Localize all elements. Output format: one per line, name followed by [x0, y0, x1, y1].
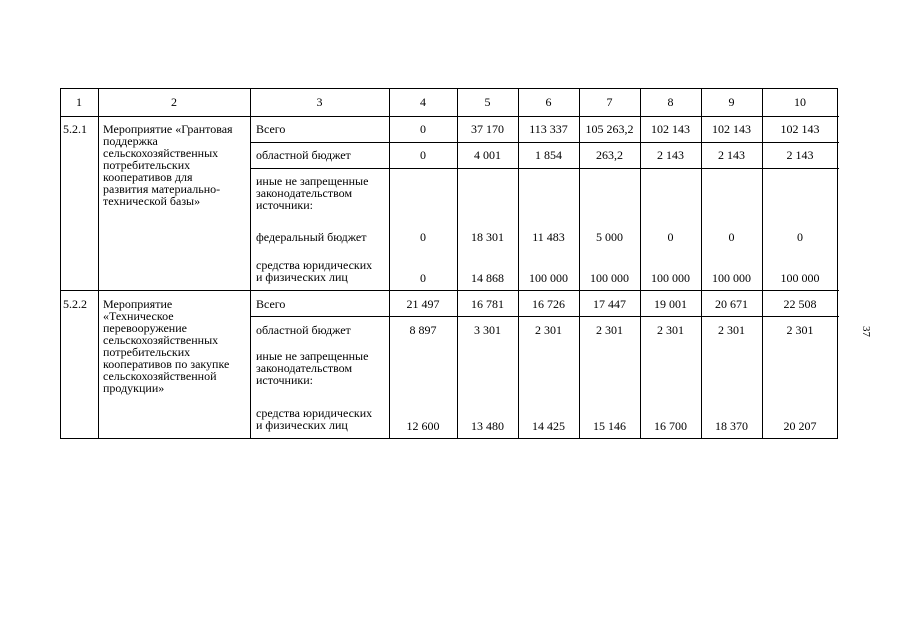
- value-federal: 0: [420, 230, 426, 244]
- value-regional: 2 143: [657, 148, 684, 162]
- header-cell: 7: [606, 95, 613, 109]
- header-cell: 6: [545, 95, 552, 109]
- value-regional: 2 143: [786, 148, 814, 162]
- table-hline: [60, 116, 839, 117]
- value-federal: 0: [797, 230, 803, 244]
- table-vline: [579, 88, 580, 439]
- measure-name: продукции»: [103, 381, 165, 395]
- header-cell: 10: [794, 95, 806, 109]
- table-vline: [701, 88, 702, 439]
- table-vline: [98, 88, 99, 439]
- measure-name: развития материально-: [103, 182, 221, 196]
- source-regional: областной бюджет: [256, 148, 351, 162]
- value-legal: 100 000: [590, 271, 629, 285]
- value-legal: 12 600: [406, 419, 440, 433]
- value-federal: 0: [667, 230, 674, 244]
- header-cell: 5: [484, 95, 491, 109]
- value-legal: 15 146: [593, 419, 626, 433]
- header-cell: 2: [171, 95, 177, 109]
- table-hline: [250, 316, 839, 317]
- measure-name: сельскохозяйственной: [103, 369, 217, 383]
- value-total: 16 781: [471, 297, 504, 311]
- table-hline: [250, 142, 839, 143]
- measure-name: кооперативов для: [103, 170, 193, 184]
- value-legal: 14 868: [471, 271, 504, 285]
- measure-name: «Техническое: [103, 309, 174, 323]
- value-total: 16 726: [532, 297, 565, 311]
- value-regional: 2 301: [657, 323, 684, 337]
- value-regional: 263,2: [596, 148, 623, 162]
- value-legal: 100 000: [651, 271, 690, 285]
- value-regional: 2 301: [786, 323, 814, 337]
- value-legal: 100 000: [712, 271, 751, 285]
- value-federal: 0: [728, 230, 735, 244]
- table-vline: [250, 88, 251, 439]
- source-legal: и физических лиц: [256, 270, 348, 284]
- table-vline: [457, 88, 458, 439]
- header-cell: 3: [316, 95, 323, 109]
- value-total: 102 143: [712, 122, 751, 136]
- measure-name: сельскохозяйственных: [103, 146, 219, 160]
- measure-name: технической базы»: [103, 194, 201, 208]
- value-total: 19 001: [654, 297, 687, 311]
- row-number: 5.2.1: [63, 122, 87, 136]
- value-federal: 18 301: [471, 230, 504, 244]
- source-total: Всего: [256, 297, 286, 311]
- source-other: законодательством: [256, 361, 353, 375]
- value-regional: 3 301: [474, 323, 501, 337]
- value-legal: 14 425: [532, 419, 565, 433]
- value-regional: 4 001: [474, 148, 501, 162]
- table-vline: [389, 88, 390, 439]
- value-legal: 16 700: [654, 419, 687, 433]
- value-legal: 0: [420, 271, 426, 285]
- value-total: 0: [420, 122, 426, 136]
- source-other: источники:: [256, 198, 313, 212]
- table-hline: [60, 290, 839, 291]
- value-federal: 11 483: [532, 230, 565, 244]
- value-total: 102 143: [780, 122, 820, 136]
- value-legal: 18 370: [715, 419, 748, 433]
- source-other: иные не запрещенные: [256, 174, 369, 188]
- value-legal: 20 207: [783, 419, 817, 433]
- measure-name: Мероприятие «Грантовая: [103, 122, 233, 136]
- measure-name: поддержка: [103, 134, 158, 148]
- measure-name: кооперативов по закупке: [103, 357, 230, 371]
- source-legal: средства юридических: [256, 258, 373, 272]
- source-other: законодательством: [256, 186, 353, 200]
- value-total: 22 508: [783, 297, 817, 311]
- measure-name: потребительских: [103, 158, 191, 172]
- row-number: 5.2.2: [63, 297, 87, 311]
- source-federal: федеральный бюджет: [256, 230, 367, 244]
- value-total: 102 143: [651, 122, 690, 136]
- page-number: 37: [860, 326, 872, 337]
- value-total: 105 263,2: [585, 122, 634, 136]
- measure-name: сельскохозяйственных: [103, 333, 219, 347]
- value-regional: 2 301: [596, 323, 623, 337]
- value-total: 113 337: [529, 122, 568, 136]
- table-vline: [518, 88, 519, 439]
- header-cell: 4: [420, 95, 426, 109]
- table-vline: [640, 88, 641, 439]
- header-cell: 1: [76, 95, 82, 109]
- value-regional: 2 143: [718, 148, 745, 162]
- measure-name: Мероприятие: [103, 297, 173, 311]
- value-regional: 8 897: [409, 323, 437, 337]
- value-legal: 100 000: [529, 271, 568, 285]
- source-total: Всего: [256, 122, 286, 136]
- header-cell: 9: [728, 95, 735, 109]
- value-regional: 2 301: [718, 323, 745, 337]
- source-legal: средства юридических: [256, 406, 373, 420]
- source-regional: областной бюджет: [256, 323, 351, 337]
- value-federal: 5 000: [596, 230, 623, 244]
- value-total: 21 497: [406, 297, 440, 311]
- source-other: иные не запрещенные: [256, 349, 369, 363]
- value-legal: 100 000: [780, 271, 820, 285]
- measure-name: перевооружение: [103, 321, 187, 335]
- value-legal: 13 480: [471, 419, 504, 433]
- table-vline: [762, 88, 763, 439]
- value-total: 37 170: [471, 122, 504, 136]
- header-cell: 8: [667, 95, 674, 109]
- value-regional: 1 854: [535, 148, 562, 162]
- source-legal: и физических лиц: [256, 418, 348, 432]
- source-other: источники:: [256, 373, 313, 387]
- value-total: 20 671: [715, 297, 748, 311]
- value-regional: 0: [420, 148, 426, 162]
- value-regional: 2 301: [535, 323, 562, 337]
- measure-name: потребительских: [103, 345, 191, 359]
- table-hline: [250, 168, 839, 169]
- value-total: 17 447: [593, 297, 626, 311]
